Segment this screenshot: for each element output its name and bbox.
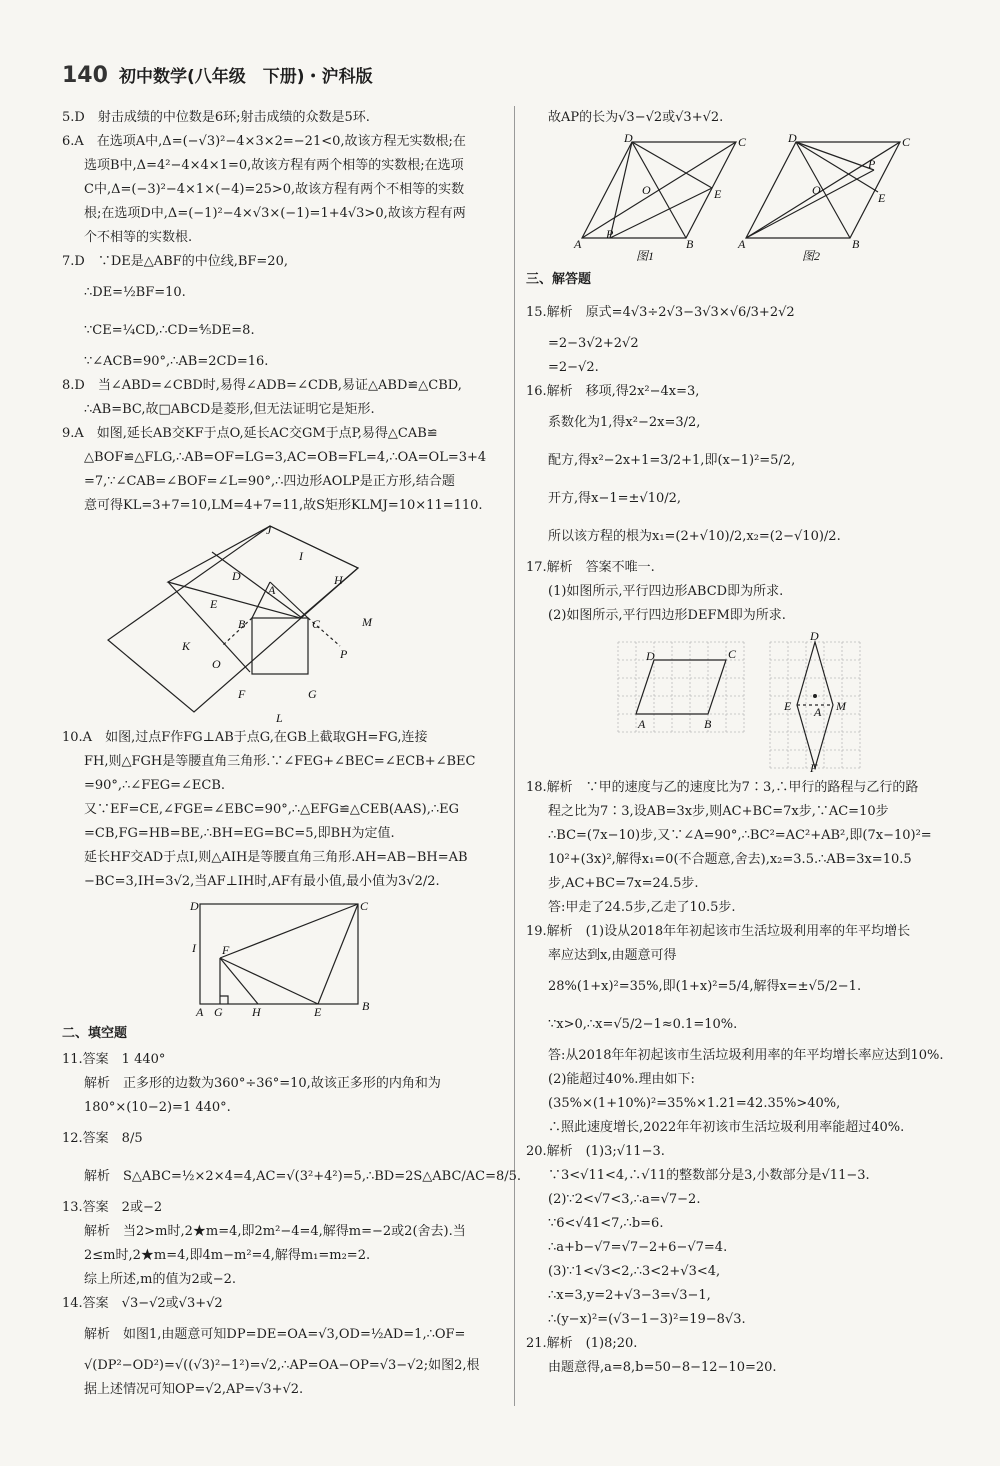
svg-text:O: O — [642, 183, 651, 197]
svg-text:C: C — [902, 135, 911, 149]
q16-line: 所以该方程的根为x₁=(2+√10)/2,x₂=(2−√10)/2. — [548, 529, 841, 544]
q14-figures — [526, 134, 972, 264]
page-number: 140 — [62, 63, 108, 88]
q9-line: 9.A 如图,延长AB交KF于点O,延长AC交GM于点P,易得△CAB≌ — [62, 426, 438, 441]
svg-text:B: B — [852, 237, 860, 251]
svg-text:B: B — [686, 237, 694, 251]
svg-text:B: B — [362, 999, 370, 1013]
q10-figure — [62, 898, 502, 1018]
svg-text:F: F — [222, 943, 230, 957]
q15-line: =2−3√2+2√2 — [548, 336, 639, 351]
q9-line: =7,∵∠CAB=∠BOF=∠L=90°,∴四边形AOLP是正方形,结合题 — [84, 474, 455, 489]
q9-figure — [62, 522, 502, 722]
q18-line: 18.解析 ∵甲的速度与乙的速度比为7∶3,∴甲行的路程与乙行的路 — [526, 780, 919, 795]
svg-text:H: H — [334, 573, 343, 587]
fig1-caption: 图1 — [636, 249, 655, 263]
q7-line: ∵∠ACB=90°,∴AB=2CD=16. — [84, 354, 269, 369]
svg-text:C: C — [728, 647, 737, 661]
q8-line: ∴AB=BC,故□ABCD是菱形,但无法证明它是矩形. — [84, 402, 375, 417]
q13-answer: 13.答案 2或−2 — [62, 1200, 163, 1215]
q19-line: (2)能超过40%.理由如下: — [548, 1072, 695, 1087]
svg-text:I: I — [192, 941, 196, 955]
q20-line: ∴a+b−√7=√7−2+6−√7=4. — [548, 1240, 728, 1255]
section-solutions: 三、解答题 — [526, 272, 592, 287]
svg-text:D: D — [232, 569, 241, 583]
column-divider — [514, 106, 515, 1406]
q7-line: ∵CE=¼CD,∴CD=⅘DE=8. — [84, 323, 255, 338]
q20-line: (2)∵2<√7<3,∴a=√7−2. — [548, 1192, 701, 1207]
q17-line: (1)如图所示,平行四边形ABCD即为所求. — [548, 584, 784, 599]
q14-line: √(DP²−OD²)=√((√3)²−1²)=√2,∴AP=OA−OP=√3−√2;如图2,根 — [84, 1358, 480, 1373]
q10-line: =CB,FG=HB=BE,∴BH=EG=BC=5,即BH为定值. — [84, 826, 395, 841]
svg-text:D: D — [624, 134, 633, 145]
q13-line: 解析 当2>m时,2★m=4,即2m²−4=4,解得m=−2或2(舍去).当 — [84, 1224, 466, 1239]
svg-text:G: G — [214, 1005, 223, 1018]
q8-line: 8.D 当∠ABD=∠CBD时,易得∠ADB=∠CDB,易证△ABD≌△CBD, — [62, 378, 462, 393]
svg-text:D: D — [788, 134, 797, 145]
svg-text:C: C — [312, 617, 321, 631]
section-fill-blank: 二、填空题 — [62, 1026, 128, 1041]
svg-text:E: E — [714, 187, 722, 201]
q10-line: 10.A 如图,过点F作FG⊥AB于点G,在GB上截取GH=FG,连接 — [62, 730, 428, 745]
q18-line: ∴BC=(7x−10)步,又∵∠A=90°,∴BC²=AC²+AB²,即(7x−10)²= — [548, 828, 932, 843]
svg-text:J: J — [266, 523, 272, 537]
q13-line: 2≤m时,2★m=4,即4m−m²=4,解得m₁=m₂=2. — [84, 1248, 371, 1263]
q17-line: 17.解析 答案不唯一. — [526, 560, 655, 575]
svg-text:I: I — [299, 549, 303, 563]
svg-text:E: E — [210, 597, 218, 611]
q9-line: △BOF≌△FLG,∴AB=OF=LG=3,AC=OB=FL=4,∴OA=OL=3+4 — [84, 450, 487, 465]
fig2-caption: 图2 — [802, 249, 821, 263]
q12-line: 解析 S△ABC=½×2×4=4,AC=√(3²+4²)=5,∴BD=2S△ABC/AC=8/5. — [84, 1169, 522, 1184]
svg-text:O: O — [212, 657, 221, 671]
q13-line: 综上所述,m的值为2或−2. — [84, 1272, 237, 1287]
q14-answer: 14.答案 √3−√2或√3+√2 — [62, 1296, 223, 1311]
q18-line: 步,AC+BC=7x=24.5步. — [548, 876, 699, 891]
q6-line: 6.A 在选项A中,Δ=(−√3)²−4×3×2=−21<0,故该方程无实数根;在 — [62, 134, 466, 149]
svg-text:C: C — [738, 135, 747, 149]
q15-line: =2−√2. — [548, 360, 599, 375]
q6-line: 根;在选项D中,Δ=(−1)²−4×√3×(−1)=1+4√3>0,故该方程有两 — [84, 206, 466, 221]
q10-diagram — [62, 898, 502, 1018]
svg-text:G: G — [308, 687, 317, 701]
svg-text:P: P — [340, 647, 348, 661]
q6-line: 个不相等的实数根. — [84, 230, 193, 245]
q16-line: 16.解析 移项,得2x²−4x=3, — [526, 384, 700, 399]
q10-line: 又∵EF=CE,∠FGE=∠EBC=90°,∴△EFG≌△CEB(AAS),∴EG — [84, 802, 459, 817]
q14-conclusion: 故AP的长为√3−√2或√3+√2. — [548, 110, 724, 125]
q19-line: 19.解析 (1)设从2018年年初起该市生活垃圾利用率的年平均增长 — [526, 924, 911, 939]
svg-text:M: M — [362, 615, 372, 629]
q10-line: =90°,∴∠FEG=∠ECB. — [84, 778, 226, 793]
svg-text:P: P — [868, 157, 876, 171]
q17-line: (2)如图所示,平行四边形DEFM即为所求. — [548, 608, 786, 623]
svg-text:K: K — [182, 639, 191, 653]
svg-text:F: F — [238, 687, 246, 701]
q20-line: ∴(y−x)²=(√3−1−3)²=19−8√3. — [548, 1312, 746, 1327]
q18-line: 10²+(3x)²,解得x₁=0(不合题意,舍去),x₂=3.5.∴AB=3x=10.5 — [548, 852, 912, 867]
q20-line: ∴x=3,y=2+√3−3=√3−1, — [548, 1288, 711, 1303]
q7-line: ∴DE=½BF=10. — [84, 285, 186, 300]
q12-answer: 12.答案 8/5 — [62, 1131, 143, 1146]
q14-diagrams — [526, 134, 972, 264]
q20-line: 20.解析 (1)3;√11−3. — [526, 1144, 665, 1159]
q19-line: 28%(1+x)²=35%,即(1+x)²=5/4,解得x=±√5/2−1. — [548, 979, 862, 994]
svg-text:E: E — [314, 1005, 322, 1018]
q14-line: 解析 如图1,由题意可知DP=DE=OA=√3,OD=½AD=1,∴OF= — [84, 1327, 466, 1342]
svg-text:A: A — [574, 237, 582, 251]
q19-line: 率应达到x,由题意可得 — [548, 948, 677, 963]
svg-text:D: D — [646, 649, 655, 663]
q17-grid-diagrams — [526, 632, 972, 772]
q6-line: C中,Δ=(−3)²−4×1×(−4)=25>0,故该方程有两个不相等的实数 — [84, 182, 465, 197]
svg-text:D: D — [190, 899, 199, 913]
q19-line: 答:从2018年年初起该市生活垃圾利用率的年平均增长率应达到10%. — [548, 1048, 944, 1063]
q17-figures — [526, 632, 972, 772]
q10-line: 延长HF交AD于点I,则△AIH是等腰直角三角形.AH=AB−BH=AB — [84, 850, 468, 865]
q20-line: (3)∵1<√3<2,∴3<2+√3<4, — [548, 1264, 721, 1279]
q7-line: 7.D ∵DE是△ABF的中位线,BF=20, — [62, 254, 288, 269]
svg-text:O: O — [812, 183, 821, 197]
q16-line: 系数化为1,得x²−2x=3/2, — [548, 415, 701, 430]
q20-line: ∵3<√11<4,∴√11的整数部分是3,小数部分是√11−3. — [548, 1168, 870, 1183]
q21-line: 由题意得,a=8,b=50−8−12−10=20. — [548, 1360, 777, 1375]
svg-text:B: B — [704, 717, 712, 731]
q5: 5.D 射击成绩的中位数是6环;射击成绩的众数是5环. — [62, 110, 370, 125]
q9-diagram — [62, 522, 502, 722]
svg-text:A: A — [638, 717, 646, 731]
svg-text:H: H — [252, 1005, 261, 1018]
svg-text:F: F — [810, 761, 818, 772]
q16-line: 开方,得x−1=±√10/2, — [548, 491, 682, 506]
q10-line: FH,则△FGH是等腰直角三角形.∵∠FEG+∠BEC=∠ECB+∠BEC — [84, 754, 476, 769]
svg-text:M: M — [836, 699, 846, 713]
q11-line: 解析 正多形的边数为360°÷36°=10,故该正多形的内角和为 — [84, 1076, 441, 1091]
svg-text:C: C — [360, 899, 369, 913]
right-column — [526, 106, 972, 1380]
q19-line: ∴照此速度增长,2022年年初该市生活垃圾利用率能超过40%. — [548, 1120, 905, 1135]
q16-line: 配方,得x²−2x+1=3/2+1,即(x−1)²=5/2, — [548, 453, 796, 468]
q19-line: ∵x>0,∴x=√5/2−1≈0.1=10%. — [548, 1017, 738, 1032]
q11-line: 180°×(10−2)=1 440°. — [84, 1100, 231, 1115]
page-header — [62, 62, 942, 92]
q11-answer: 11.答案 1 440° — [62, 1052, 166, 1067]
q19-line: (35%×(1+10%)²=35%×1.21=42.35%>40%, — [548, 1096, 841, 1111]
svg-text:E: E — [878, 191, 886, 205]
q20-line: ∵6<√41<7,∴b=6. — [548, 1216, 664, 1231]
q9-line: 意可得KL=3+7=10,LM=4+7=11,故S矩形KLMJ=10×11=110. — [84, 498, 483, 513]
q18-line: 答:甲走了24.5步,乙走了10.5步. — [548, 900, 736, 915]
svg-text:A: A — [196, 1005, 204, 1018]
left-column — [62, 106, 522, 1402]
svg-text:A: A — [268, 583, 276, 597]
q6-line: 选项B中,Δ=4²−4×4×1=0,故该方程有两个相等的实数根;在选项 — [84, 158, 464, 173]
svg-text:B: B — [238, 617, 246, 631]
svg-text:D: D — [810, 632, 819, 643]
svg-text:E: E — [784, 699, 792, 713]
svg-text:L: L — [276, 711, 283, 722]
q18-line: 程之比为7∶3,设AB=3x步,则AC+BC=7x步,∵AC=10步 — [548, 804, 889, 819]
svg-text:P: P — [606, 227, 614, 241]
q15-line: 15.解析 原式=4√3÷2√3−3√3×√6/3+2√2 — [526, 305, 795, 320]
q10-line: −BC=3,IH=3√2,当AF⊥IH时,AF有最小值,最小值为3√2/2. — [84, 874, 440, 889]
q14-line: 据上述情况可知OP=√2,AP=√3+√2. — [84, 1382, 304, 1397]
book-title: 初中数学(八年级 下册)・沪科版 — [119, 67, 373, 87]
q21-line: 21.解析 (1)8;20. — [526, 1336, 638, 1351]
svg-text:A: A — [814, 705, 822, 719]
svg-text:A: A — [738, 237, 746, 251]
